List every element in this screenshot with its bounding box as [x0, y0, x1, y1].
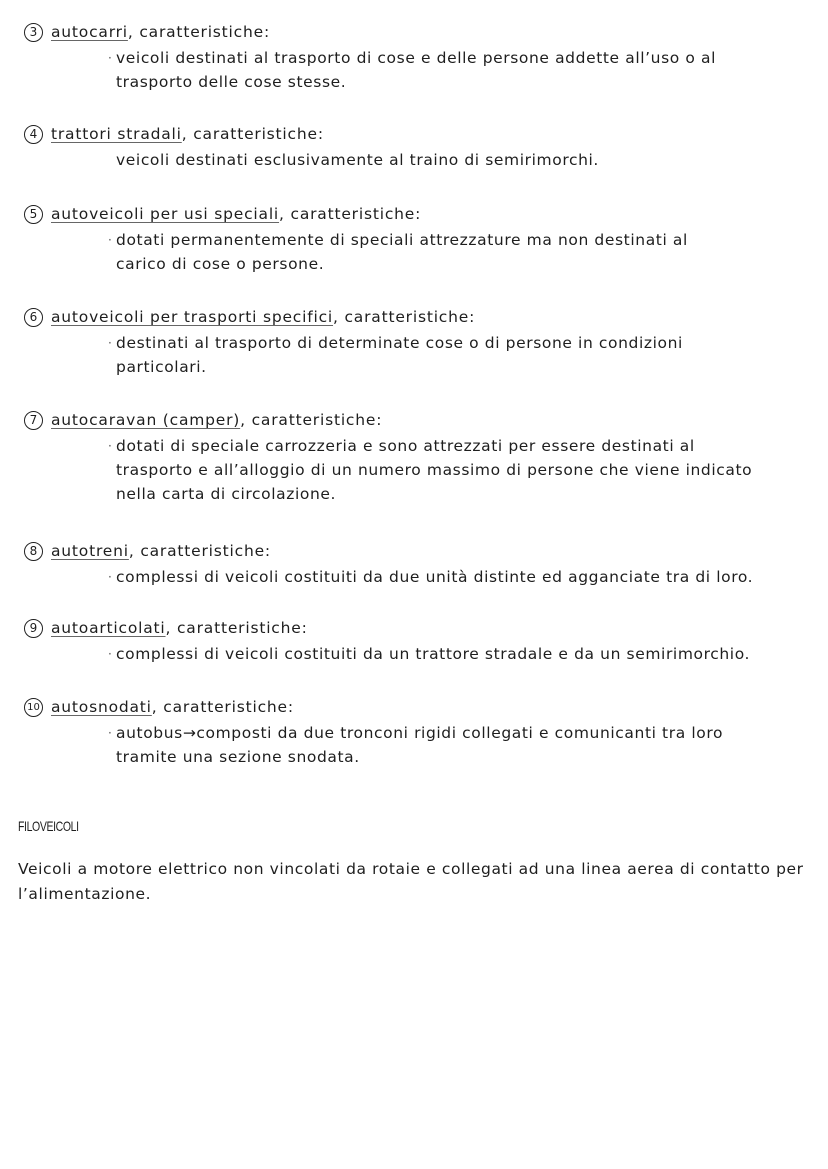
item-term: autoarticolati [51, 619, 166, 637]
item-term: autoveicoli per usi speciali [51, 205, 280, 223]
circled-number: 6 [24, 308, 43, 327]
bullet-dot-icon: · [108, 439, 112, 453]
bullet-dot-icon: · [108, 570, 112, 584]
item-term: autotreni [51, 542, 129, 560]
item-term: trattori stradali [51, 125, 182, 143]
bullet-dot-icon: · [108, 233, 112, 247]
item-line: trasporto delle cose stesse. [116, 73, 347, 91]
circled-number: 9 [24, 619, 43, 638]
circled-number: 10 [24, 698, 43, 717]
item-body [108, 148, 824, 172]
list-item [24, 122, 824, 172]
item-suffix: , caratteristiche: [165, 619, 308, 637]
item-line: nella carta di circolazione. [116, 485, 337, 503]
item-body [108, 331, 824, 379]
section-paragraph: Veicoli a motore elettrico non vincolati da rotaie e collegati ad una linea aerea di contatto per l’alimentazione. [18, 860, 804, 903]
bullet-dot-icon: · [108, 726, 112, 740]
list-item [24, 695, 824, 769]
list-item [24, 408, 824, 506]
item-body [108, 565, 824, 589]
item-heading [24, 408, 824, 432]
bullet-dot-icon: · [108, 51, 112, 65]
item-line: complessi di veicoli costituiti da un trattore stradale e da un semirimorchio. [116, 645, 751, 663]
item-line: veicoli destinati al trasporto di cose e delle persone addette all’uso o al [116, 49, 716, 67]
item-line: dotati permanentemente di speciali attrezzature ma non destinati al [116, 231, 688, 249]
item-line: dotati di speciale carrozzeria e sono attrezzati per essere destinati al [116, 437, 695, 455]
circled-number: 3 [24, 23, 43, 42]
item-line: carico di cose o persone. [116, 255, 325, 273]
item-term: autocaravan (camper) [51, 411, 241, 429]
section-title-filoveicoli: FILOVEICOLI [18, 818, 79, 834]
item-suffix: , caratteristiche: [127, 23, 270, 41]
item-line: destinati al trasporto di determinate cose o di persone in condizioni [116, 334, 683, 352]
item-heading [24, 695, 824, 719]
item-body [108, 46, 824, 94]
item-term: autosnodati [51, 698, 152, 716]
circled-number: 5 [24, 205, 43, 224]
bullet-dot-icon: · [108, 336, 112, 350]
item-body [108, 434, 824, 506]
list-item [24, 20, 824, 94]
item-line: autobus→composti da due tronconi rigidi collegati e comunicanti tra loro [116, 724, 724, 742]
item-body [108, 721, 824, 769]
list-item [24, 305, 824, 379]
item-heading [24, 20, 824, 44]
item-heading [24, 305, 824, 329]
item-line: trasporto e all’alloggio di un numero massimo di persone che viene indicato [116, 461, 753, 479]
item-heading [24, 202, 824, 226]
item-body [108, 642, 824, 666]
item-term: autoveicoli per trasporti specifici [51, 308, 334, 326]
item-suffix: , caratteristiche: [128, 542, 271, 560]
circled-number: 7 [24, 411, 43, 430]
item-suffix: , caratteristiche: [151, 698, 294, 716]
item-line: veicoli destinati esclusivamente al traino di semirimorchi. [116, 151, 599, 169]
item-heading [24, 616, 824, 640]
circled-number: 8 [24, 542, 43, 561]
list-item [24, 202, 824, 276]
item-suffix: , caratteristiche: [333, 308, 476, 326]
bullet-dot-icon: · [108, 647, 112, 661]
list-item [24, 616, 824, 666]
item-body [108, 228, 824, 276]
item-line: particolari. [116, 358, 207, 376]
item-heading [24, 122, 824, 146]
item-heading [24, 539, 824, 563]
list-item [24, 539, 824, 589]
item-suffix: , caratteristiche: [240, 411, 383, 429]
item-line: tramite una sezione snodata. [116, 748, 360, 766]
item-suffix: , caratteristiche: [181, 125, 324, 143]
item-term: autocarri [51, 23, 128, 41]
circled-number: 4 [24, 125, 43, 144]
item-line: complessi di veicoli costituiti da due unità distinte ed agganciate tra di loro. [116, 568, 754, 586]
item-suffix: , caratteristiche: [279, 205, 422, 223]
